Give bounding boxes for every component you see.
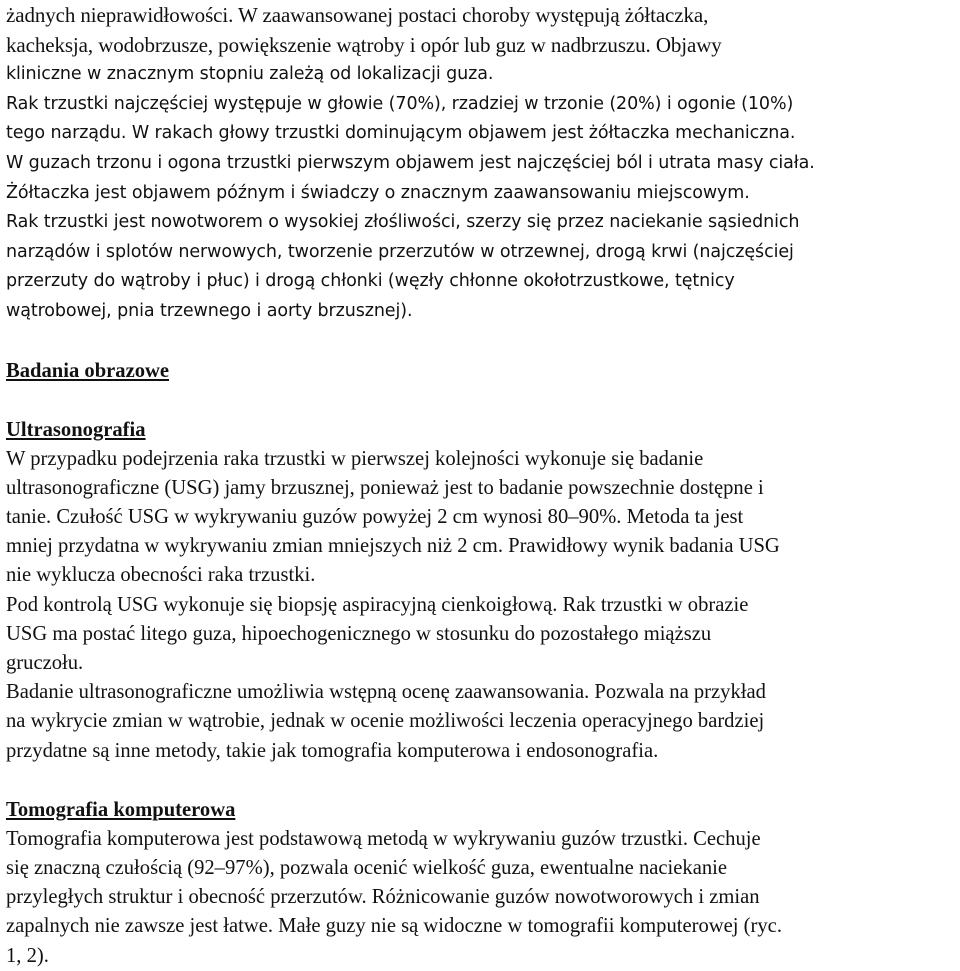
section-heading-usg: Ultrasonografia [6, 418, 146, 441]
text-line: narządów i splotów nerwowych, tworzenie przerzutów w otrzewnej, drogą krwi (najczęściej [6, 241, 794, 262]
text-line: Badanie ultrasonograficzne umożliwia wstępną ocenę zaawansowania. Pozwala na przykład [6, 681, 766, 704]
text-line: kacheksja, wodobrzusze, powiększenie wątroby i opór lub guz w nadbrzuszu. Objawy [6, 32, 722, 57]
text-line: kliniczne w znacznym stopniu zależą od lokalizacji guza. [6, 64, 494, 85]
text-line: Rak trzustki jest nowotworem o wysokiej złośliwości, szerzy się przez naciekanie sąsiednich [6, 212, 800, 233]
text-line: Pod kontrolą USG wykonuje się biopsję aspiracyjną cienkoigłową. Rak trzustki w obrazie [6, 593, 749, 616]
text-line: ultrasonograficzne (USG) jamy brzusznej, ponieważ jest to badanie powszechnie dostępne i [6, 476, 764, 499]
text-line: W guzach trzonu i ogona trzustki pierwszym objawem jest najczęściej ból i utrata masy ciała. [6, 152, 815, 173]
text-line: Rak trzustki najczęściej występuje w głowie (70%), rzadziej w trzonie (20%) i ogonie (10%) [6, 93, 794, 114]
document-page [6, 0, 958, 971]
text-line: tanie. Czułość USG w wykrywaniu guzów powyżej 2 cm wynosi 80–90%. Metoda ta jest [6, 505, 744, 528]
spacer [6, 766, 958, 796]
spacer [6, 327, 958, 357]
text-line: USG ma postać litego guza, hipoechogenicznego w stosunku do pozostałego miąższu [6, 622, 712, 645]
text-line: wątrobowej, pnia trzewnego i aorty brzusznej). [6, 300, 413, 321]
text-line: przerzuty do wątroby i płuc) i drogą chłonki (węzły chłonne okołotrzustkowe, tętnicy [6, 271, 735, 292]
text-line: Tomografia komputerowa jest podstawową metodą w wykrywaniu guzów trzustki. Cechuje [6, 827, 761, 850]
text-line: Żółtaczka jest objawem późnym i świadczy o znacznym zaawansowaniu miejscowym. [6, 182, 750, 203]
text-line: żadnych nieprawidłowości. W zaawansowanej postaci choroby występują żółtaczka, [6, 3, 709, 27]
text-line: gruczołu. [6, 651, 84, 674]
text-line: przydatne są inne metody, takie jak tomografia komputerowa i endosonografia. [6, 739, 659, 762]
text-line: zapalnych nie zawsze jest łatwe. Małe guzy nie są widoczne w tomografii komputerowej (ryc. [6, 915, 782, 938]
spacer [6, 386, 958, 416]
text-line: tego narządu. W rakach głowy trzustki dominującym objawem jest żółtaczka mechaniczna. [6, 123, 796, 144]
text-line: W przypadku podejrzenia raka trzustki w pierwszej kolejności wykonuje się badanie [6, 447, 704, 470]
text-line: 1, 2). [6, 944, 49, 967]
section-heading-ct: Tomografia komputerowa [6, 798, 236, 821]
text-line: przyległych struktur i obecność przerzutów. Różnicowanie guzów nowotworowych i zmian [6, 886, 760, 909]
text-line: na wykrycie zmian w wątrobie, jednak w ocenie możliwości leczenia operacyjnego bardziej [6, 710, 765, 733]
intro-paragraph [6, 0, 958, 327]
text-line: się znaczną czułością (92–97%), pozwala ocenić wielkość guza, ewentualne naciekanie [6, 856, 728, 879]
ct-paragraph [6, 825, 958, 971]
text-line: nie wyklucza obecności raka trzustki. [6, 564, 316, 587]
text-line: mniej przydatna w wykrywaniu zmian mniejszych niż 2 cm. Prawidłowy wynik badania USG [6, 535, 780, 558]
usg-paragraph [6, 445, 958, 766]
section-heading-imaging: Badania obrazowe [6, 359, 170, 382]
